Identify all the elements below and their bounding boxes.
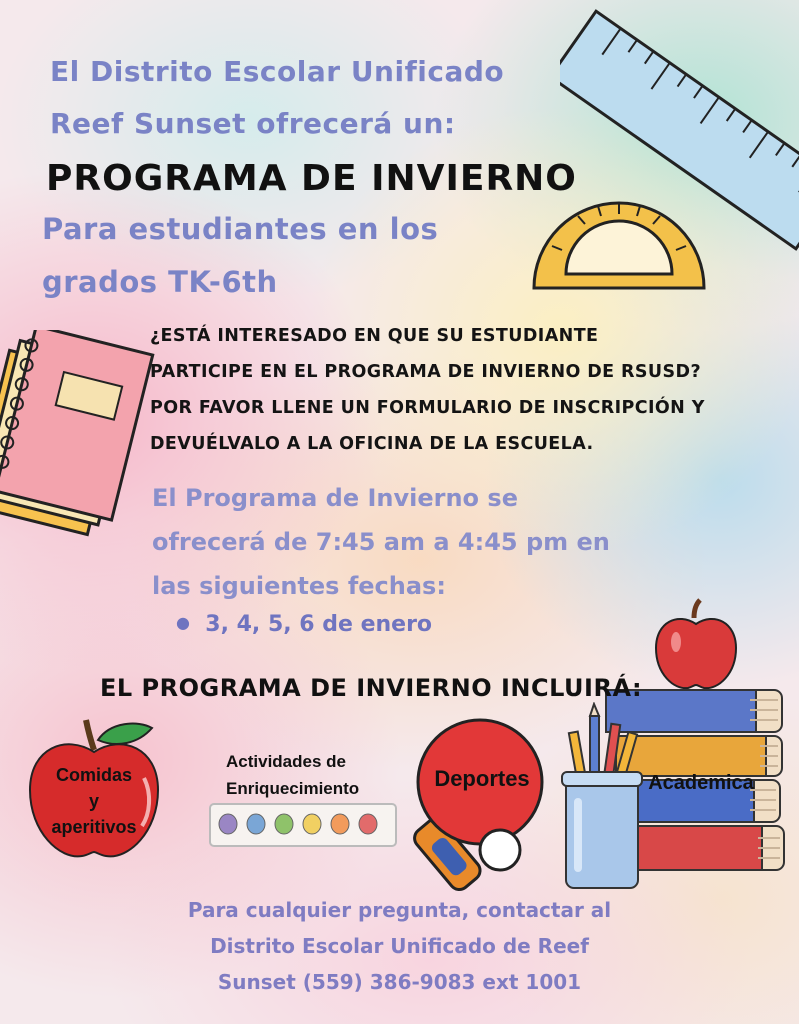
audience-line-2: grados TK-6th <box>42 265 278 299</box>
enrichment-label-line: Enriquecimiento <box>226 779 360 798</box>
food-label-line: aperitivos <box>51 817 137 837</box>
intro-paragraph <box>150 318 705 462</box>
contact-line: Distrito Escolar Unificado de Reef <box>210 934 589 958</box>
food-label-line: y <box>88 791 99 811</box>
dates-bullet: ● 3, 4, 5, 6 de enero <box>176 612 433 637</box>
ping-pong-paddle-icon <box>380 716 560 896</box>
intro-line: POR FAVOR LLENE UN FORMULARIO DE INSCRIPCIÓN Y <box>150 398 705 418</box>
dates-text: 3, 4, 5, 6 de enero <box>205 612 433 637</box>
academics-label: Academica <box>648 772 754 794</box>
schedule-line: El Programa de Invierno se <box>152 484 518 512</box>
food-label-line: Comidas <box>55 765 133 785</box>
contact-line: Para cualquier pregunta, contactar al <box>187 898 612 922</box>
contact-paragraph <box>0 892 799 1000</box>
contact-line: Sunset (559) 386-9083 ext 1001 <box>217 970 582 994</box>
intro-line: PARTICIPE EN EL PROGRAMA DE INVIERNO DE RSUSD? <box>150 362 702 382</box>
intro-line: ¿ESTÁ INTERESADO EN QUE SU ESTUDIANTE <box>150 326 599 346</box>
food-label <box>26 762 162 840</box>
header-line-2: Reef Sunset ofrecerá un: <box>50 107 456 140</box>
notebook-icon <box>0 330 160 550</box>
intro-line: DEVUÉLVALO A LA OFICINA DE LA ESCUELA. <box>150 434 594 454</box>
schedule-line: las siguientes fechas: <box>152 572 446 600</box>
schedule-line: ofrecerá de 7:45 am a 4:45 pm en <box>152 528 610 556</box>
pencil-cup-icon <box>560 702 650 892</box>
page-title: PROGRAMA DE INVIERNO <box>46 158 577 199</box>
includes-heading: EL PROGRAMA DE INVIERNO INCLUIRÁ: <box>100 674 643 702</box>
audience-line-1: Para estudiantes en los <box>42 212 439 246</box>
enrichment-label-line: Actividades de <box>226 752 346 771</box>
schedule-paragraph <box>152 476 610 608</box>
paint-palette-icon <box>206 800 402 850</box>
apple-icon <box>650 598 742 694</box>
sports-label: Deportes <box>434 766 530 791</box>
header-line-1: El Distrito Escolar Unificado <box>50 55 505 88</box>
